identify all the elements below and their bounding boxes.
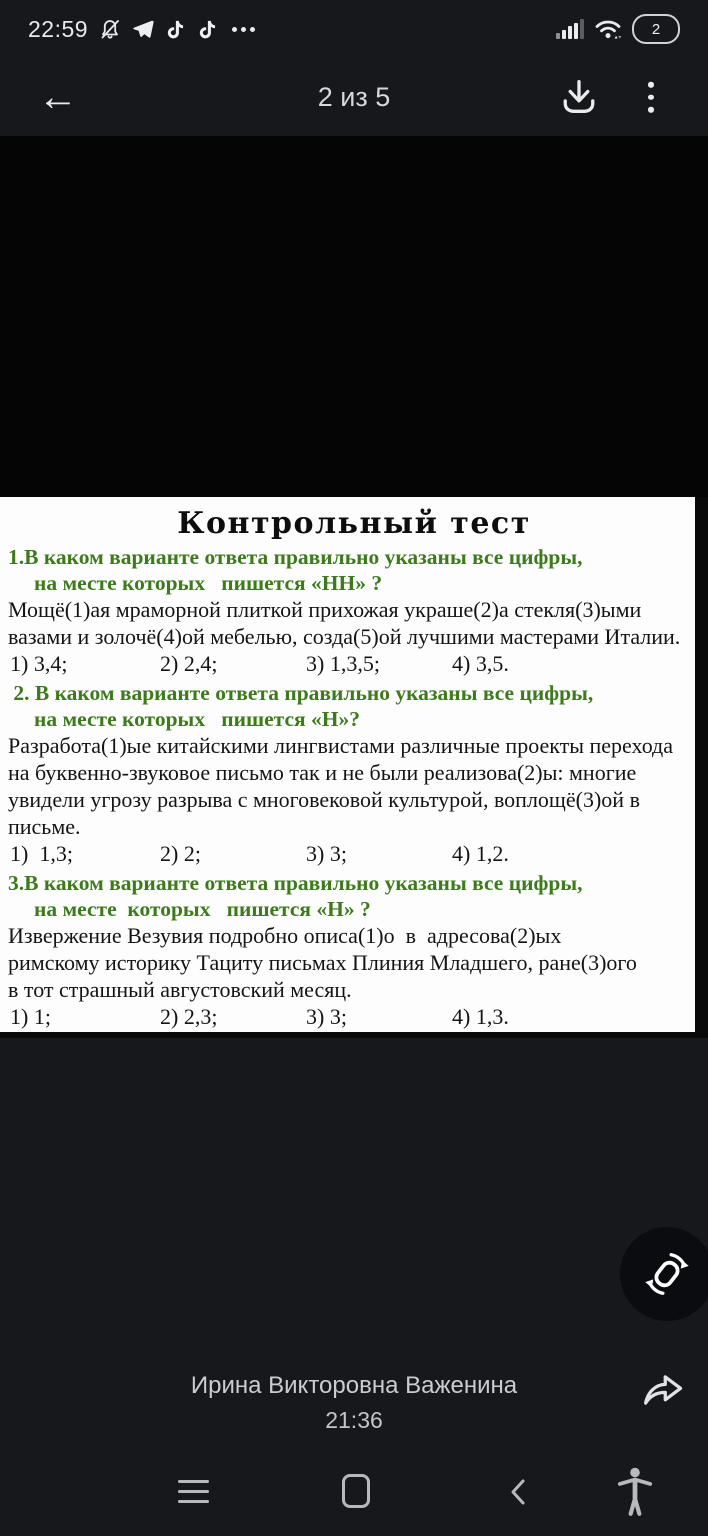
question-2 xyxy=(0,680,708,867)
scan-edge-bottom xyxy=(0,1032,708,1038)
question-2-text: Разработа(1)ые китайскими лингвистами различные проекты перехода на буквенно-звуковое письмо так и не были реализова(2)ы: многие увидели угрозу разрыва с многовековой культурой, воплощё(3)ой в письме. xyxy=(8,733,674,839)
back-icon[interactable] xyxy=(508,1476,528,1508)
rotate-screen-button[interactable] xyxy=(620,1227,708,1321)
question-1 xyxy=(0,544,708,677)
notification-icons xyxy=(98,17,255,41)
document-title: Контрольный тест xyxy=(177,506,531,541)
question-3-answers: 1) 1; 2) 2,3; 3) 3; 4) 1,3. xyxy=(10,1004,509,1029)
sender-name: Ирина Викторовна Важенина xyxy=(190,1372,518,1399)
scan-edge-right xyxy=(695,497,708,1038)
question-2-answers: 1) 1,3; 2) 2; 3) 3; 4) 1,2. xyxy=(10,841,509,866)
image-viewer-header xyxy=(0,58,708,136)
clock: 22:59 xyxy=(28,15,89,42)
recents-icon[interactable] xyxy=(178,1480,209,1503)
share-button[interactable] xyxy=(638,1366,686,1414)
accessibility-icon[interactable] xyxy=(615,1466,655,1516)
telegram-icon xyxy=(131,17,155,41)
page-indicator: 2 из 5 xyxy=(317,81,391,112)
photo-document[interactable] xyxy=(0,497,708,1038)
tiktok-icon xyxy=(164,18,187,41)
back-arrow-icon[interactable]: ← xyxy=(38,75,78,119)
system-nav-bar xyxy=(0,1462,708,1536)
question-1-heading: 1.В каком варианте ответа правильно указаны все цифры, на месте которых пишется «НН» ? xyxy=(8,545,583,595)
home-icon[interactable] xyxy=(342,1474,370,1508)
tiktok-icon xyxy=(196,18,219,41)
question-1-answers: 1) 3,4; 2) 2,4; 3) 1,3,5; 4) 3,5. xyxy=(10,651,509,676)
question-3-heading: 3.В каком варианте ответа правильно указаны все цифры, на месте которых пишется «Н» ? xyxy=(8,871,583,921)
more-notifications-icon xyxy=(232,27,255,32)
photo-caption xyxy=(0,1372,708,1434)
system-status-icons xyxy=(556,14,680,44)
kebab-menu-icon[interactable] xyxy=(648,82,654,113)
wifi-icon xyxy=(594,17,622,41)
battery-indicator xyxy=(632,14,680,44)
download-icon xyxy=(557,75,601,119)
status-bar xyxy=(0,0,708,58)
question-2-heading: 2. В каком варианте ответа правильно указаны все цифры, на месте которых пишется «Н»? xyxy=(8,681,594,731)
message-time: 21:36 xyxy=(325,1407,383,1433)
share-forward-icon xyxy=(638,1366,686,1414)
signal-icon xyxy=(556,19,584,39)
photo-letterbox[interactable] xyxy=(0,136,708,497)
question-3 xyxy=(0,870,708,1030)
bell-muted-icon xyxy=(98,17,122,41)
rotate-screen-icon xyxy=(642,1249,692,1299)
battery-percent: 2 xyxy=(651,20,661,38)
question-1-text: Мощё(1)ая мраморной плиткой прихожая украше(2)а стекля(3)ыми вазами и золочё(4)ой мебелью, созда(5)ой лучшими мастерами Италии. xyxy=(8,597,681,649)
question-3-text: Извержение Везувия подробно описа(1)о в адресова(2)ых римскому историку Тациту письмах Плиния Младшего, ране(3)ого в тот страшный августовский месяц. xyxy=(8,923,637,1002)
download-button[interactable] xyxy=(557,75,601,119)
